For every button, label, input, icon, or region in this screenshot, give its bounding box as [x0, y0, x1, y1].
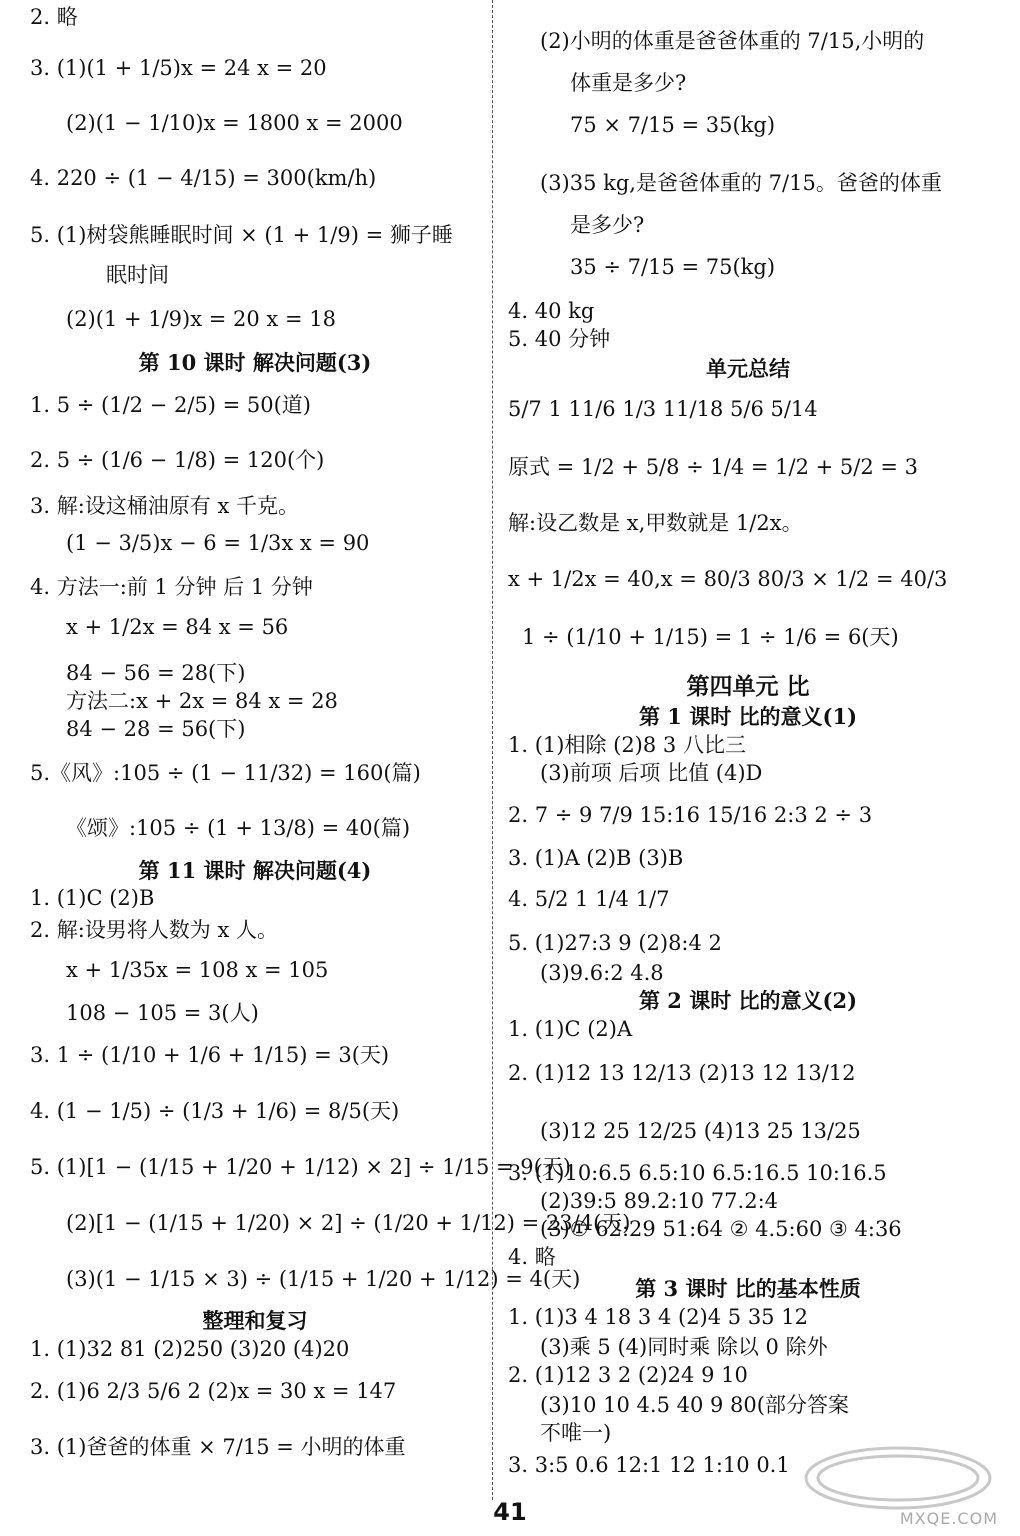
right-line: 3. 3:5 0.6 12:1 12 1:10 0.1 — [508, 1453, 790, 1477]
right-line: 75 × 7/15 = 35(kg) — [570, 113, 776, 137]
right-line: 不唯一) — [540, 1421, 612, 1445]
left-line: 1. (1)C (2)B — [30, 886, 155, 910]
right-line: 第 3 课时 比的基本性质 — [635, 1276, 861, 1301]
right-line: 4. 略 — [508, 1245, 556, 1269]
left-line: 1. 5 ÷ (1/2 − 2/5) = 50(道) — [30, 393, 311, 417]
left-line: 3. 解:设这桶油原有 x 千克。 — [30, 494, 299, 518]
left-line: 4. 220 ÷ (1 − 4/15) = 300(km/h) — [30, 166, 377, 190]
left-line: 5. (1)[1 − (1/15 + 1/20 + 1/12) × 2] ÷ 1/15 = 9(天) — [30, 1155, 572, 1179]
right-line: 单元总结 — [706, 356, 790, 381]
right-line: 5. 40 分钟 — [508, 327, 611, 351]
left-line: 3. 1 ÷ (1/10 + 1/6 + 1/15) = 3(天) — [30, 1043, 390, 1067]
left-line: 2. (1)6 2/3 5/6 2 (2)x = 30 x = 147 — [30, 1379, 397, 1403]
left-line: 84 − 28 = 56(下) — [66, 717, 246, 741]
left-line: x + 1/2x = 84 x = 56 — [66, 615, 289, 639]
left-line: 3. (1)(1 + 1/5)x = 24 x = 20 — [30, 56, 327, 80]
left-line: x + 1/35x = 108 x = 105 — [66, 958, 329, 982]
right-line: 1 ÷ (1/10 + 1/15) = 1 ÷ 1/6 = 6(天) — [522, 625, 899, 649]
right-line: (2)小明的体重是爸爸体重的 7/15,小明的 — [540, 29, 925, 53]
right-line: 35 ÷ 7/15 = 75(kg) — [570, 255, 776, 279]
right-line: 4. 5/2 1 1/4 1/7 — [508, 887, 670, 911]
left-line: 5.《风》:105 ÷ (1 − 11/32) = 160(篇) — [30, 761, 421, 785]
left-line: 整理和复习 — [202, 1308, 308, 1333]
right-line: 原式 = 1/2 + 5/8 ÷ 1/4 = 1/2 + 5/2 = 3 — [508, 455, 919, 479]
right-line: 体重是多少? — [570, 71, 687, 95]
right-line: 5. (1)27:3 9 (2)8:4 2 — [508, 931, 722, 955]
left-line: 2. 解:设男将人数为 x 人。 — [30, 918, 278, 942]
right-line: (3)① 62:29 51:64 ② 4.5:60 ③ 4:36 — [540, 1217, 902, 1241]
right-line: 第 2 课时 比的意义(2) — [638, 988, 858, 1013]
left-line: 5. (1)树袋熊睡眠时间 × (1 + 1/9) = 狮子睡 — [30, 223, 453, 247]
left-line: 方法二:x + 2x = 84 x = 28 — [66, 689, 338, 713]
page-number: 41 — [493, 1498, 527, 1526]
left-line: (3)(1 − 1/15 × 3) ÷ (1/15 + 1/20 + 1/12) = 4(天) — [66, 1267, 581, 1291]
right-line: 4. 40 kg — [508, 299, 595, 323]
right-line: 5/7 1 11/6 1/3 11/18 5/6 5/14 — [508, 397, 818, 421]
left-line: 1. (1)32 81 (2)250 (3)20 (4)20 — [30, 1337, 350, 1361]
right-line: 第四单元 比 — [686, 673, 810, 700]
left-line: (1 − 3/5)x − 6 = 1/3x x = 90 — [66, 531, 370, 555]
right-line: (3)乘 5 (4)同时乘 除以 0 除外 — [540, 1335, 828, 1359]
right-line: 2. (1)12 13 12/13 (2)13 12 13/12 — [508, 1061, 856, 1085]
right-line: 1. (1)3 4 18 3 4 (2)4 5 35 12 — [508, 1305, 808, 1329]
left-line: (2)(1 − 1/10)x = 1800 x = 2000 — [66, 111, 403, 135]
left-line: 第 11 课时 解决问题(4) — [138, 858, 372, 883]
right-line: (2)39:5 89.2:10 77.2:4 — [540, 1189, 779, 1213]
right-line: 2. (1)12 3 2 (2)24 9 10 — [508, 1363, 748, 1387]
right-line: 3. (1)10:6.5 6.5:10 6.5:16.5 10:16.5 — [508, 1161, 887, 1185]
right-line: 解:设乙数是 x,甲数就是 1/2x。 — [508, 511, 803, 535]
left-line: 2. 5 ÷ (1/6 − 1/8) = 120(个) — [30, 448, 325, 472]
left-line: 《颂》:105 ÷ (1 + 13/8) = 40(篇) — [66, 816, 411, 840]
column-divider — [492, 0, 493, 1500]
left-line: 108 − 105 = 3(人) — [66, 1001, 259, 1025]
left-line: 2. 略 — [30, 5, 78, 29]
left-line: 4. (1 − 1/5) ÷ (1/3 + 1/6) = 8/5(天) — [30, 1099, 400, 1123]
right-line: 1. (1)相除 (2)8 3 八比三 — [508, 733, 746, 757]
right-line: 第 1 课时 比的意义(1) — [638, 704, 858, 729]
right-line: x + 1/2x = 40,x = 80/3 80/3 × 1/2 = 40/3 — [508, 567, 948, 591]
left-line: 84 − 56 = 28(下) — [66, 661, 246, 685]
left-line: 3. (1)爸爸的体重 × 7/15 = 小明的体重 — [30, 1435, 406, 1459]
right-line: (3)35 kg,是爸爸体重的 7/15。爸爸的体重 — [540, 171, 942, 195]
watermark-text: MXQE.COM — [899, 1509, 998, 1528]
right-line: (3)10 10 4.5 40 9 80(部分答案 — [540, 1393, 849, 1417]
right-line: (3)12 25 12/25 (4)13 25 13/25 — [540, 1119, 861, 1143]
right-line: 3. (1)A (2)B (3)B — [508, 846, 684, 870]
right-line: (3)9.6:2 4.8 — [540, 961, 664, 985]
left-line: 眠时间 — [106, 263, 169, 287]
left-line: (2)[1 − (1/15 + 1/20) × 2] ÷ (1/20 + 1/12) = 23/4(天) — [66, 1211, 631, 1235]
left-line: 4. 方法一:前 1 分钟 后 1 分钟 — [30, 575, 313, 599]
left-line: (2)(1 + 1/9)x = 20 x = 18 — [66, 307, 336, 331]
right-line: 2. 7 ÷ 9 7/9 15:16 15/16 2:3 2 ÷ 3 — [508, 803, 873, 827]
right-line: 1. (1)C (2)A — [508, 1017, 633, 1041]
left-line: 第 10 课时 解决问题(3) — [138, 350, 372, 375]
right-line: 是多少? — [570, 213, 645, 237]
right-line: (3)前项 后项 比值 (4)D — [540, 761, 763, 785]
